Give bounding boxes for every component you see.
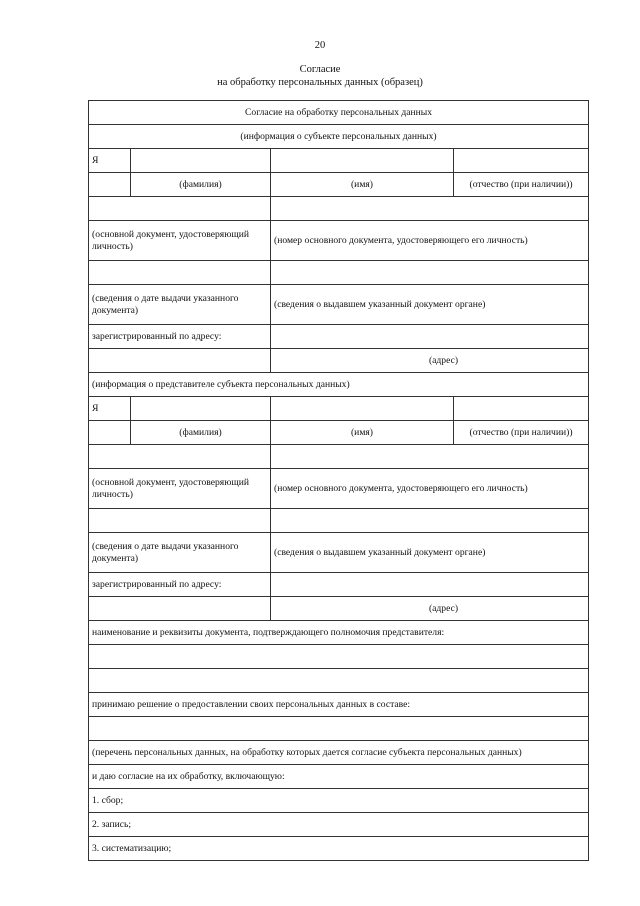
action-row [89, 789, 589, 813]
subject-issue-date-field[interactable] [89, 261, 271, 285]
subject-issuer-field[interactable] [271, 261, 589, 285]
action-item: 2. запись; [89, 813, 589, 837]
decision-row [89, 693, 589, 717]
representative-document-label: (основной документ, удостоверяющий личность) [89, 469, 271, 509]
representative-document-number-field[interactable] [271, 445, 589, 469]
representative-surname-label: (фамилия) [131, 421, 271, 445]
representative-issuer-field[interactable] [271, 509, 589, 533]
representative-address-field-2[interactable] [89, 597, 271, 621]
representative-patronymic-label: (отчество (при наличии)) [454, 421, 589, 445]
authority-document-input-row-2 [89, 669, 589, 693]
representative-name-input-row [89, 397, 589, 421]
subject-patronymic-label: (отчество (при наличии)) [454, 173, 589, 197]
subject-issue-labels-row [89, 285, 589, 325]
subject-address-row [89, 349, 589, 373]
action-item: 1. сбор; [89, 789, 589, 813]
subject-document-labels-row [89, 221, 589, 261]
decision-label: принимаю решение о предоставлении своих персональных данных в составе: [89, 693, 589, 717]
action-row [89, 813, 589, 837]
subject-patronymic-field[interactable] [454, 149, 589, 173]
subject-document-label: (основной документ, удостоверяющий личность) [89, 221, 271, 261]
document-title-line1: Согласие [299, 64, 341, 75]
subject-address-label: (адрес) [271, 349, 589, 373]
representative-address-row [89, 597, 589, 621]
authority-document-field-2[interactable] [89, 669, 589, 693]
data-list-field[interactable] [89, 717, 589, 741]
consent-form-table [88, 100, 589, 861]
representative-section-label: (информация о представителе субъекта персональных данных) [89, 373, 589, 397]
representative-section-row [89, 373, 589, 397]
subject-registered-label: зарегистрированный по адресу: [89, 325, 271, 349]
representative-surname-field[interactable] [131, 397, 271, 421]
subject-section-row [89, 125, 589, 149]
empty-cell [89, 173, 131, 197]
subject-address-field[interactable] [271, 325, 589, 349]
form-heading-row [89, 101, 589, 125]
subject-issue-input-row [89, 261, 589, 285]
subject-surname-field[interactable] [131, 149, 271, 173]
representative-address-field[interactable] [271, 573, 589, 597]
subject-document-input-row [89, 197, 589, 221]
representative-registered-row [89, 573, 589, 597]
subject-issuer-label: (сведения о выдавшем указанный документ органе) [271, 285, 589, 325]
representative-issue-date-field[interactable] [89, 509, 271, 533]
representative-name-field[interactable] [271, 397, 454, 421]
subject-name-label: (имя) [271, 173, 454, 197]
representative-name-label: (имя) [271, 421, 454, 445]
subject-name-labels-row [89, 173, 589, 197]
authority-document-label: наименование и реквизиты документа, подтверждающего полномочия представителя: [89, 621, 589, 645]
subject-pronoun: Я [89, 149, 131, 173]
authority-document-row [89, 621, 589, 645]
representative-issue-date-label: (сведения о дате выдачи указанного документа) [89, 533, 271, 573]
subject-surname-label: (фамилия) [131, 173, 271, 197]
representative-document-field[interactable] [89, 445, 271, 469]
representative-document-input-row [89, 445, 589, 469]
authority-document-field-1[interactable] [89, 645, 589, 669]
representative-patronymic-field[interactable] [454, 397, 589, 421]
action-item: 3. систематизацию; [89, 837, 589, 861]
subject-name-input-row [89, 149, 589, 173]
representative-name-labels-row [89, 421, 589, 445]
subject-document-number-field[interactable] [271, 197, 589, 221]
subject-issue-date-label: (сведения о дате выдачи указанного документа) [89, 285, 271, 325]
subject-section-label: (информация о субъекте персональных данных) [89, 125, 589, 149]
representative-issue-labels-row [89, 533, 589, 573]
form-heading: Согласие на обработку персональных данных [89, 101, 589, 125]
representative-registered-label: зарегистрированный по адресу: [89, 573, 271, 597]
authority-document-input-row-1 [89, 645, 589, 669]
representative-address-label: (адрес) [271, 597, 589, 621]
document-title [0, 63, 640, 89]
representative-document-labels-row [89, 469, 589, 509]
page-number: 20 [314, 40, 326, 51]
data-list-label-row [89, 741, 589, 765]
representative-issue-input-row [89, 509, 589, 533]
consent-row [89, 765, 589, 789]
data-list-label: (перечень персональных данных, на обработку которых дается согласие субъекта персональных данных) [89, 741, 589, 765]
consent-label: и даю согласие на их обработку, включающую: [89, 765, 589, 789]
empty-cell [89, 421, 131, 445]
subject-address-field-2[interactable] [89, 349, 271, 373]
subject-name-field[interactable] [271, 149, 454, 173]
document-title-line2: на обработку персональных данных (образец) [217, 77, 423, 88]
action-row [89, 837, 589, 861]
representative-pronoun: Я [89, 397, 131, 421]
representative-document-number-label: (номер основного документа, удостоверяющего его личность) [271, 469, 589, 509]
representative-issuer-label: (сведения о выдавшем указанный документ органе) [271, 533, 589, 573]
data-list-input-row [89, 717, 589, 741]
subject-registered-row [89, 325, 589, 349]
subject-document-field[interactable] [89, 197, 271, 221]
subject-document-number-label: (номер основного документа, удостоверяющего его личность) [271, 221, 589, 261]
